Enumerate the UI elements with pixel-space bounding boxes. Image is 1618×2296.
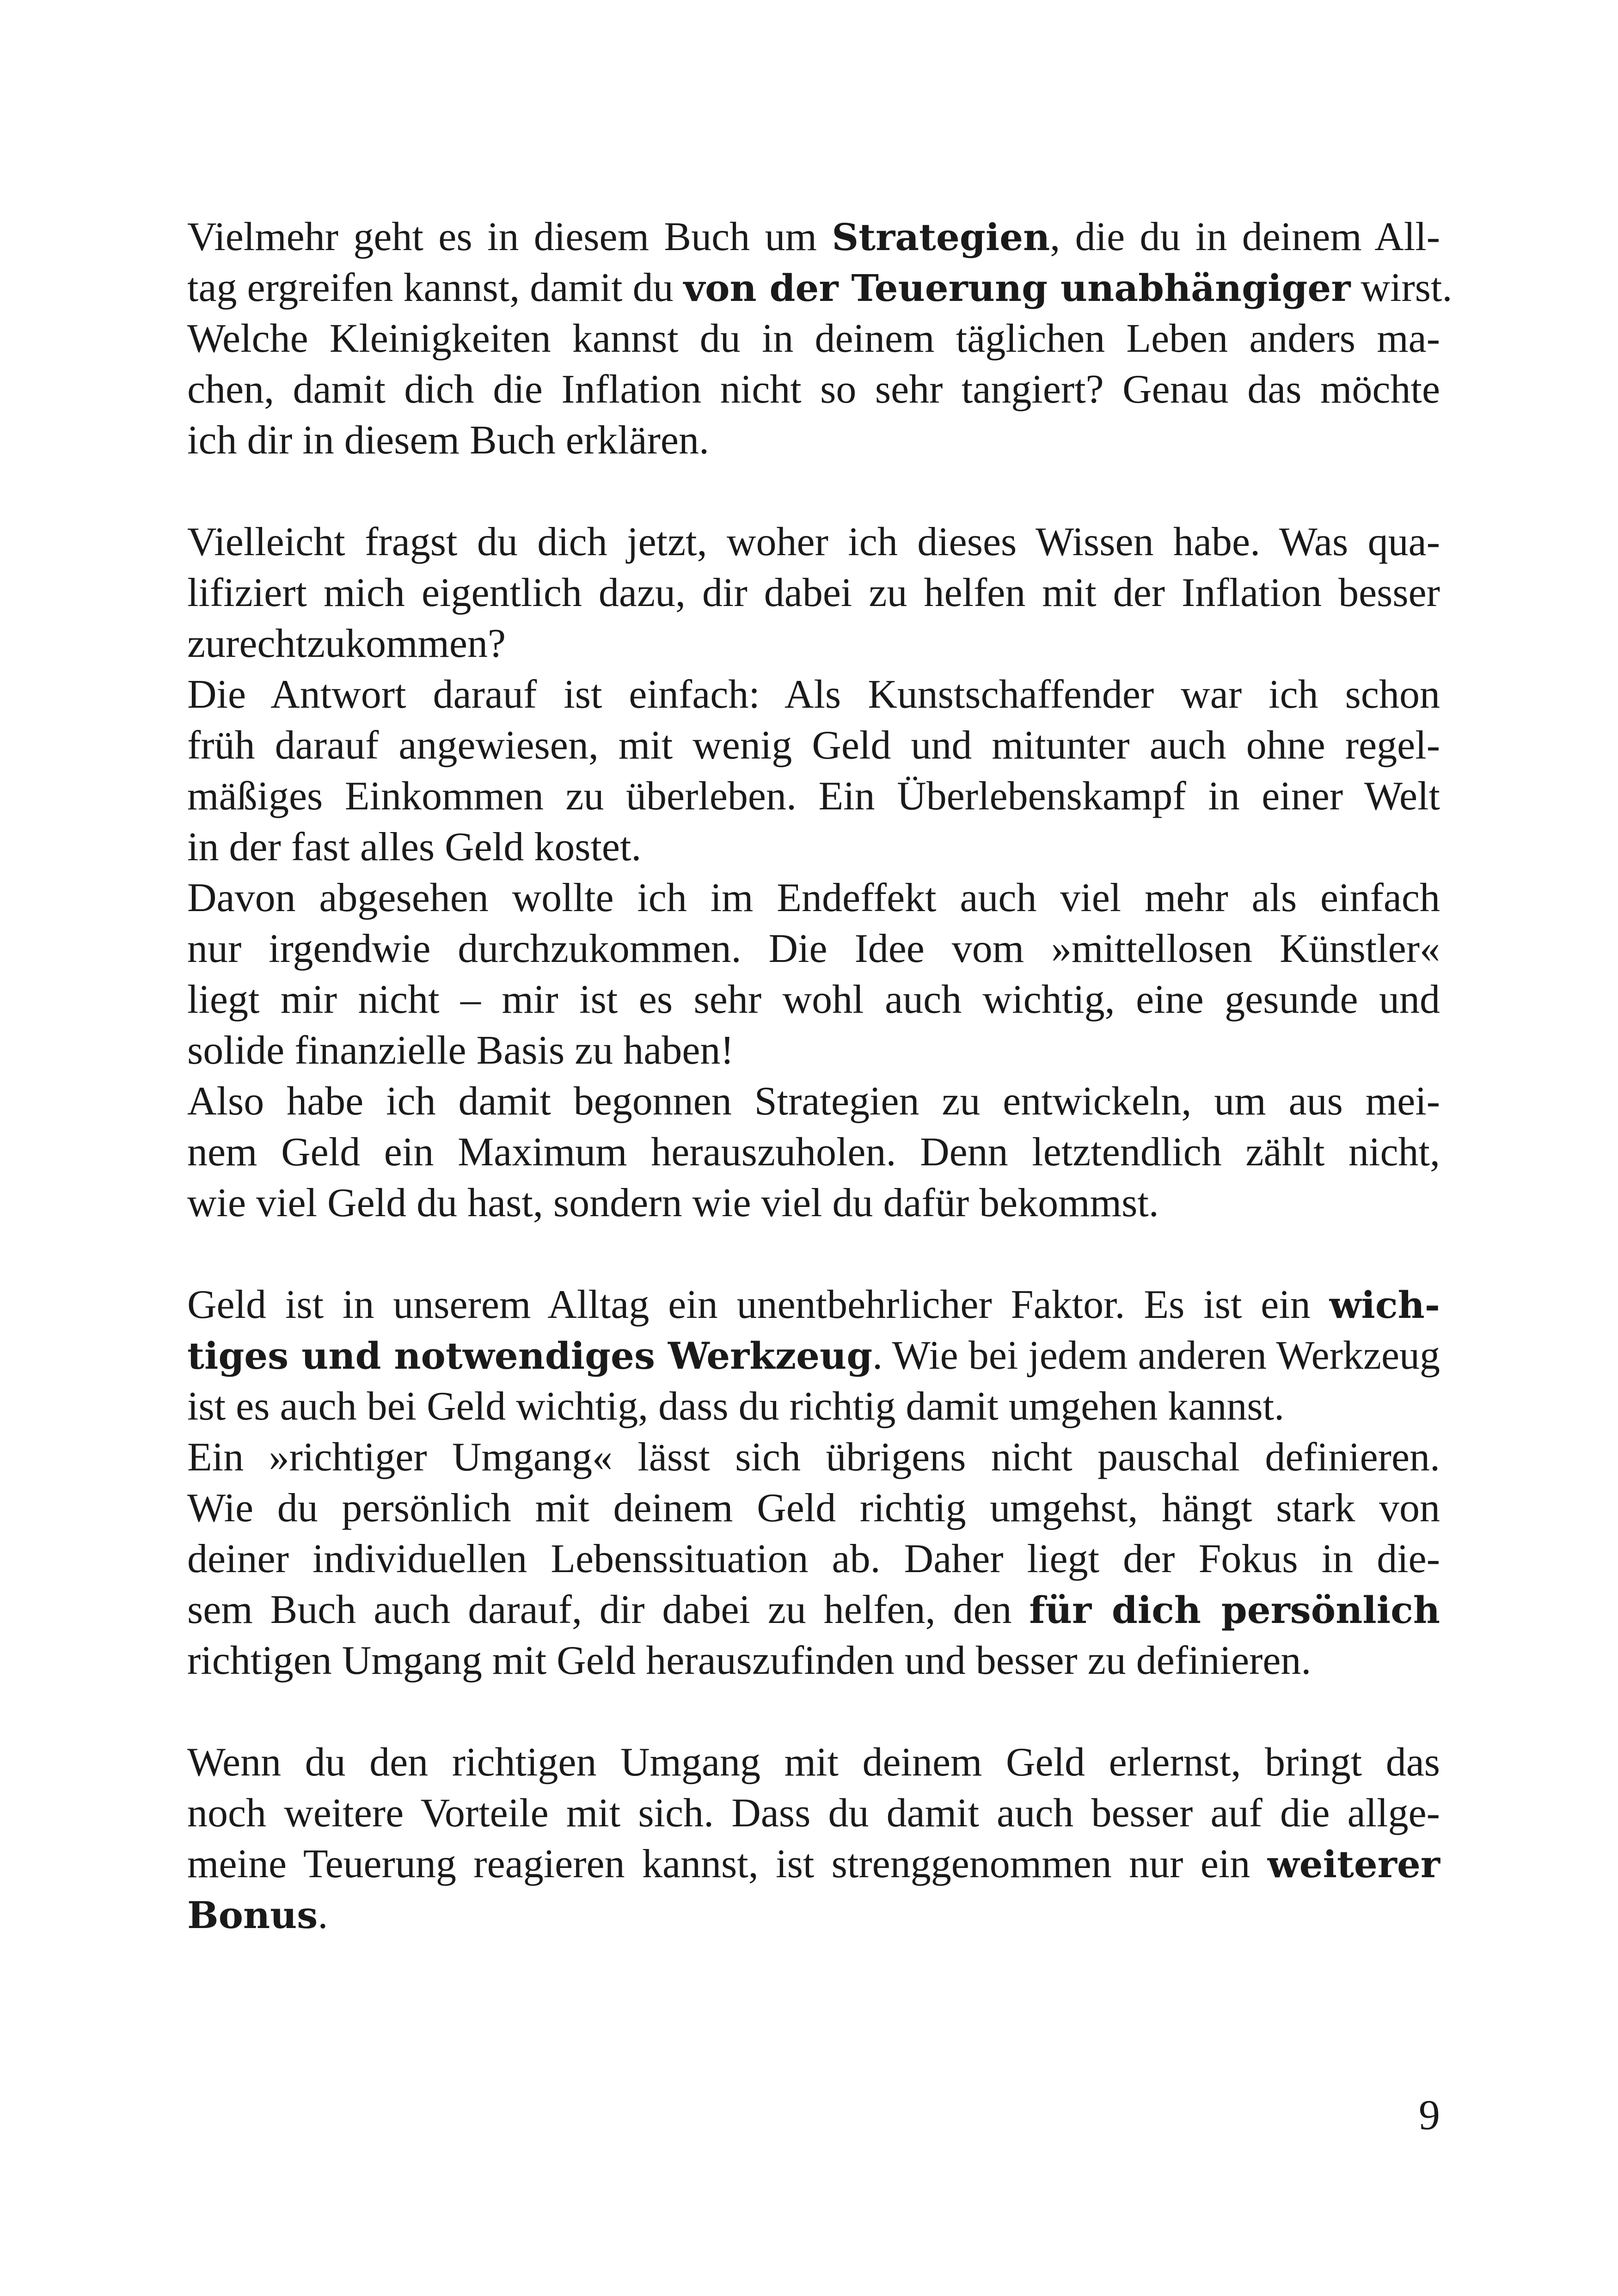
- text-line: [187, 1076, 1440, 1127]
- text-run: Davon abgesehen wollte ich im Endeffekt auch viel mehr als einfach: [187, 876, 1440, 920]
- paragraph: [187, 1432, 1440, 1686]
- text-line: [187, 568, 1440, 618]
- text-run: chen, damit dich die Inflation nicht so sehr tangiert? Genau das möchte: [187, 367, 1440, 412]
- text-line: [187, 1737, 1440, 1788]
- paragraph: [187, 212, 1453, 466]
- paragraph: [187, 1076, 1440, 1229]
- text-line: [187, 1483, 1440, 1534]
- text-line: [187, 1432, 1440, 1483]
- text-run: Vielmehr geht es in diesem Buch um: [187, 214, 832, 259]
- text-line: [187, 1788, 1440, 1839]
- text-line: [187, 1127, 1440, 1178]
- bold-text: von der Teuerung unabhängiger: [683, 266, 1351, 310]
- text-line: [187, 1025, 1440, 1076]
- text-line: [187, 1585, 1440, 1635]
- bold-text: tiges und notwendiges Werkzeug: [187, 1334, 873, 1378]
- text-line: [187, 669, 1440, 720]
- text-line: [187, 720, 1440, 771]
- text-run: Geld ist in unserem Alltag ein unentbehrlicher Faktor. Es ist ein: [187, 1282, 1330, 1327]
- bold-text: wich-: [1329, 1283, 1440, 1327]
- text-line: [187, 517, 1440, 568]
- bold-text: Bonus: [187, 1893, 318, 1937]
- paragraph: [187, 669, 1440, 873]
- text-line: [187, 263, 1453, 313]
- text-line: [187, 924, 1440, 974]
- text-run: , die du in deinem All-: [1050, 214, 1440, 259]
- text-line: [187, 1890, 1440, 1941]
- text-line: [187, 1534, 1440, 1585]
- bold-text: für dich persönlich: [1029, 1588, 1440, 1632]
- text-line: [187, 1839, 1440, 1890]
- text-run: wie viel Geld du hast, sondern wie viel du dafür bekommst.: [187, 1181, 1159, 1225]
- text-run: sem Buch auch darauf, dir dabei zu helfen, den: [187, 1587, 1030, 1632]
- text-run: Wie du persönlich mit deinem Geld richtig umgehst, hängt stark von: [187, 1486, 1440, 1531]
- text-line: [187, 1330, 1440, 1381]
- paragraph: [187, 517, 1440, 669]
- text-run: früh darauf angewiesen, mit wenig Geld und mitunter auch ohne regel-: [187, 723, 1440, 768]
- paragraph: [187, 1280, 1440, 1432]
- paragraph-gap: [187, 1229, 1440, 1280]
- text-run: Ein »richtiger Umgang« lässt sich übrigens nicht pauschal definieren.: [187, 1435, 1440, 1480]
- text-run: .: [318, 1892, 328, 1937]
- text-run: noch weitere Vorteile mit sich. Dass du damit auch besser auf die allge-: [187, 1791, 1440, 1836]
- text-run: ich dir in diesem Buch erklären.: [187, 418, 709, 463]
- text-line: [187, 1178, 1440, 1229]
- text-run: . Wie bei jedem anderen Werkzeug: [872, 1333, 1440, 1378]
- text-run: ist es auch bei Geld wichtig, dass du richtig damit umgehen kannst.: [187, 1384, 1285, 1429]
- text-run: solide finanzielle Basis zu haben!: [187, 1028, 734, 1073]
- text-run: liegt mir nicht – mir ist es sehr wohl auch wichtig, eine gesunde und: [187, 977, 1440, 1022]
- text-line: [187, 618, 1440, 669]
- text-line: [187, 1381, 1440, 1432]
- bold-text: weiterer: [1267, 1843, 1440, 1886]
- text-line: [187, 974, 1440, 1025]
- text-run: Die Antwort darauf ist einfach: Als Kunstschaffender war ich schon: [187, 672, 1440, 717]
- text-run: Wenn du den richtigen Umgang mit deinem Geld erlernst, bringt das: [187, 1740, 1440, 1785]
- text-run: nem Geld ein Maximum herauszuholen. Denn letztendlich zählt nicht,: [187, 1130, 1440, 1175]
- text-run: Also habe ich damit begonnen Strategien zu entwickeln, um aus mei-: [187, 1079, 1440, 1124]
- text-run: zurechtzukommen?: [187, 621, 506, 666]
- text-run: in der fast alles Geld kostet.: [187, 825, 642, 869]
- body-text: [187, 212, 1453, 1941]
- text-line: [187, 415, 1440, 466]
- paragraph-gap: [187, 1686, 1440, 1737]
- text-run: Vielleicht fragst du dich jetzt, woher ich dieses Wissen habe. Was qua-: [187, 520, 1440, 564]
- text-line: [187, 1635, 1440, 1686]
- text-line: [187, 364, 1440, 415]
- text-run: mäßiges Einkommen zu überleben. Ein Überlebenskampf in einer Welt: [187, 774, 1440, 819]
- paragraph: [187, 873, 1440, 1076]
- text-line: [187, 873, 1440, 924]
- text-run: richtigen Umgang mit Geld herauszufinden und besser zu definieren.: [187, 1638, 1312, 1683]
- text-run: deiner individuellen Lebenssituation ab. Daher liegt der Fokus in die-: [187, 1537, 1440, 1581]
- bold-text: Strategien: [832, 215, 1050, 259]
- page-number: 9: [1419, 2091, 1440, 2138]
- text-run: tag ergreifen kannst, damit du: [187, 265, 684, 310]
- text-line: [187, 212, 1440, 263]
- paragraph-gap: [187, 466, 1440, 517]
- text-run: wirst.: [1350, 265, 1453, 310]
- text-run: Welche Kleinigkeiten kannst du in deinem täglichen Leben anders ma-: [187, 316, 1440, 361]
- text-line: [187, 1280, 1440, 1330]
- text-run: lifiziert mich eigentlich dazu, dir dabei zu helfen mit der Inflation besser: [187, 570, 1440, 615]
- text-line: [187, 822, 1440, 873]
- paragraph: [187, 1737, 1440, 1941]
- text-line: [187, 313, 1440, 364]
- text-line: [187, 771, 1440, 822]
- text-run: nur irgendwie durchzukommen. Die Idee vom »mittellosen Künstler«: [187, 926, 1440, 971]
- text-run: meine Teuerung reagieren kannst, ist strenggenommen nur ein: [187, 1842, 1268, 1886]
